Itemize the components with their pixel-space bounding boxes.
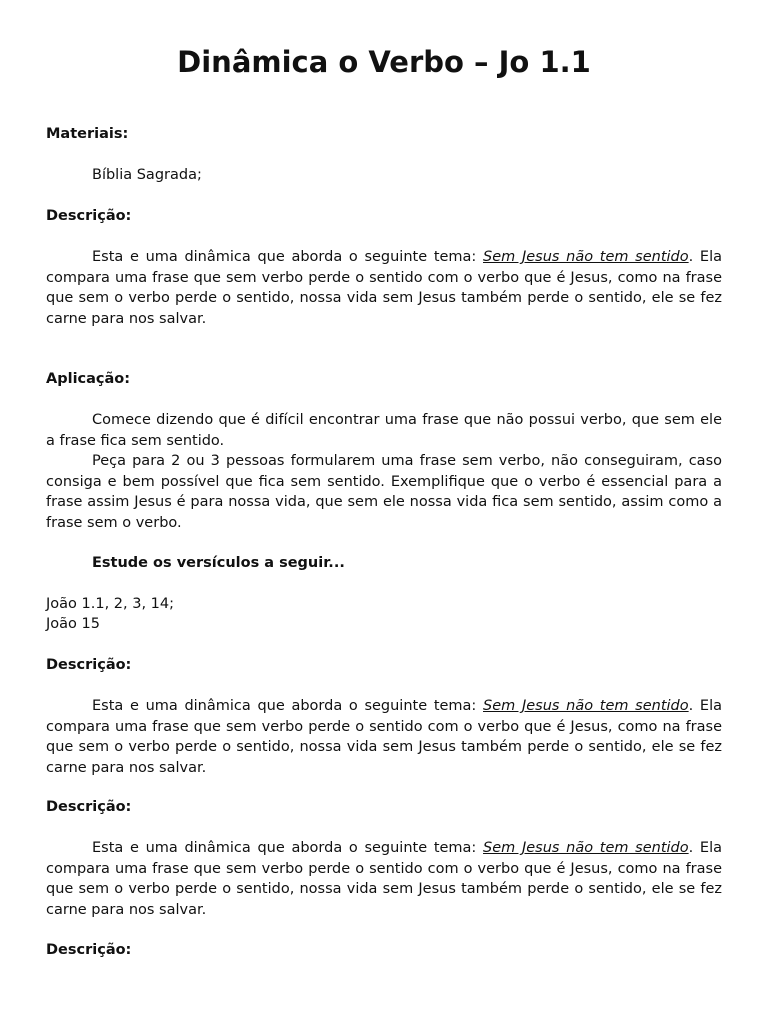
description-heading: Descrição: (46, 208, 132, 224)
page-title: Dinâmica o Verbo – Jo 1.1 (177, 45, 591, 79)
materials-item: Bíblia Sagrada; (92, 167, 202, 183)
description-heading: Descrição: (46, 657, 132, 673)
description-heading: Descrição: (46, 942, 132, 958)
description-paragraph (46, 247, 722, 329)
description-heading: Descrição: (46, 799, 132, 815)
description-paragraph (46, 838, 722, 920)
materials-heading: Materiais: (46, 126, 129, 142)
application-heading: Aplicação: (46, 371, 131, 387)
tema-link: Sem Jesus não tem sentido (483, 249, 689, 265)
description-text-after: . Ela compara uma frase que sem verbo perde o sentido com o verbo que é Jesus, como na frase que sem o verbo perde o sentido, nossa vida sem Jesus também perde o sentido, ele se fez carne para nos salvar. (46, 249, 722, 327)
description-text-before: Esta e uma dinâmica que aborda o seguinte tema: (92, 840, 484, 856)
description-text-after: . Ela compara uma frase que sem verbo perde o sentido com o verbo que é Jesus, como na frase que sem o verbo perde o sentido, nossa vida sem Jesus também perde o sentido, ele se fez carne para nos salvar. (46, 840, 722, 918)
application-paragraph-2: Peça para 2 ou 3 pessoas formularem uma frase sem verbo, não conseguiram, caso consiga e bem possível que fica sem sentido. Exemplifique que o verbo é essencial para a frase assim Jesus é para nossa vida, que sem ele nossa vida fica sem sentido, assim como a frase sem o verbo. (46, 453, 722, 531)
study-heading: Estude os versículos a seguir... (92, 555, 345, 571)
tema-link: Sem Jesus não tem sentido (483, 840, 689, 856)
description-text-after: . Ela compara uma frase que sem verbo perde o sentido com o verbo que é Jesus, como na frase que sem o verbo perde o sentido, nossa vida sem Jesus também perde o sentido, ele se fez carne para nos salvar. (46, 698, 722, 776)
application-paragraph-1: Comece dizendo que é difícil encontrar uma frase que não possui verbo, que sem ele a frase fica sem sentido. (46, 412, 722, 449)
description-text-before: Esta e uma dinâmica que aborda o seguinte tema: (92, 698, 484, 714)
description-paragraph (46, 696, 722, 778)
verse-reference: João 15 (46, 616, 100, 632)
verse-reference: João 1.1, 2, 3, 14; (46, 596, 175, 612)
description-text-before: Esta e uma dinâmica que aborda o seguinte tema: (92, 249, 484, 265)
tema-link: Sem Jesus não tem sentido (483, 698, 689, 714)
